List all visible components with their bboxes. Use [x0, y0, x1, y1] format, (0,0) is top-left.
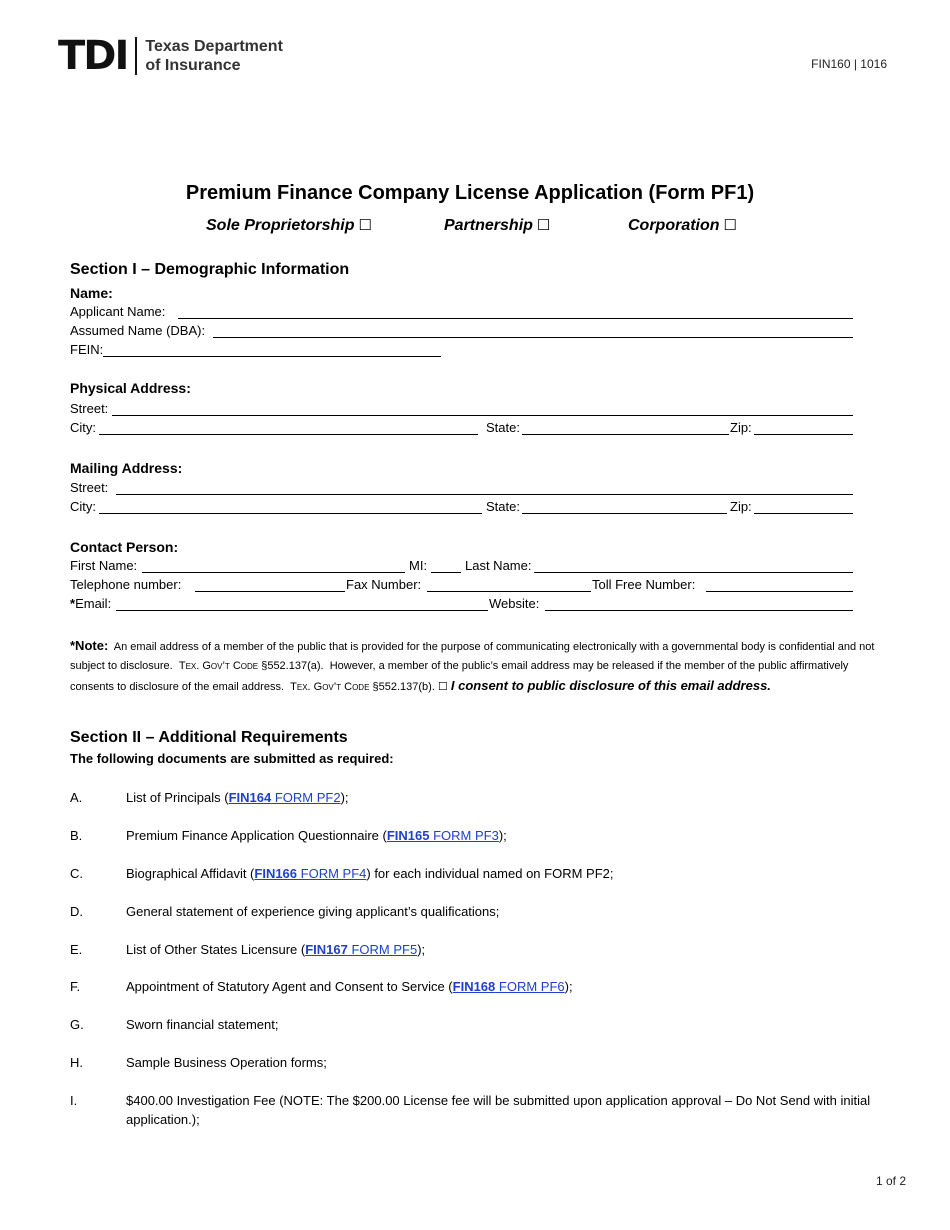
- mi-field[interactable]: [431, 572, 461, 573]
- fin164-form: FORM PF2: [271, 790, 341, 805]
- mailing-address-heading: Mailing Address:: [70, 460, 183, 476]
- logo-mark: TDI: [58, 33, 128, 79]
- item-d-letter: D.: [70, 904, 83, 919]
- partnership-option[interactable]: [444, 216, 550, 235]
- note-text-1: An email address of a member of the public that is provided for the purpose of communicating electronically with a governmental body is confidential and not subject to disclosure.: [70, 641, 875, 672]
- fin165-form-pf3-link[interactable]: [387, 828, 499, 843]
- website-field[interactable]: [545, 610, 853, 611]
- toll-free-field[interactable]: [706, 591, 853, 592]
- website-label: Website:: [489, 596, 540, 611]
- item-e-post: );: [417, 942, 426, 957]
- item-c-pre: Biographical Affidavit (: [126, 866, 255, 881]
- item-b-post: );: [498, 828, 507, 843]
- physical-state-field[interactable]: [522, 434, 729, 435]
- corporation-label: Corporation: [628, 217, 720, 234]
- mailing-street-label: Street:: [70, 480, 109, 495]
- sole-proprietorship-option[interactable]: [206, 216, 372, 235]
- physical-zip-field[interactable]: [754, 434, 853, 435]
- applicant-name-label: Applicant Name:: [70, 304, 166, 319]
- fin165-form: FORM PF3: [429, 828, 499, 843]
- physical-state-label: State:: [486, 420, 520, 435]
- contact-person-heading: Contact Person:: [70, 539, 179, 555]
- fin166-code: FIN166: [254, 866, 298, 881]
- first-name-field[interactable]: [142, 572, 405, 573]
- assumed-name-label: Assumed Name (DBA):: [70, 323, 206, 338]
- requirements-intro: The following documents are submitted as required:: [70, 751, 394, 766]
- fin168-form: FORM PF6: [495, 979, 565, 994]
- physical-city-field[interactable]: [99, 434, 478, 435]
- item-f-text: [126, 977, 886, 996]
- toll-free-label: Toll Free Number:: [592, 577, 696, 592]
- physical-street-label: Street:: [70, 401, 109, 416]
- note-section-1: §552.137(a).: [261, 660, 324, 672]
- item-g-letter: G.: [70, 1017, 84, 1032]
- item-c-letter: C.: [70, 866, 83, 881]
- item-c-post: ) for each individual named on FORM PF2;: [366, 866, 614, 881]
- item-d-text: General statement of experience giving applicant’s qualifications;: [126, 904, 500, 919]
- item-a-letter: A.: [70, 790, 83, 805]
- page-number: 1 of 2: [875, 1174, 906, 1188]
- partnership-checkbox[interactable]: ☐: [536, 217, 551, 234]
- email-disclosure-note: [70, 636, 890, 697]
- last-name-label: Last Name:: [465, 558, 532, 573]
- mailing-city-label: City:: [70, 499, 96, 514]
- fin164-code: FIN164: [228, 790, 272, 805]
- item-e-pre: List of Other States Licensure (: [126, 942, 306, 957]
- item-i-text: $400.00 Investigation Fee (NOTE: The $200.00 License fee will be submitted upon application approval – Do Not Send with initial application.);: [126, 1093, 871, 1127]
- email-label: [70, 596, 111, 612]
- note-label: *Note:: [70, 638, 109, 653]
- partnership-label: Partnership: [444, 217, 533, 234]
- telephone-field[interactable]: [195, 591, 345, 592]
- corporation-checkbox[interactable]: ☐: [723, 217, 737, 234]
- logo-line-1: Texas Department: [145, 38, 283, 55]
- item-c-text: [126, 864, 886, 883]
- name-heading: Name:: [70, 285, 113, 301]
- fin167-form: FORM PF5: [347, 942, 418, 957]
- note-citation-1: Tex. Gov’t Code: [178, 660, 259, 672]
- fin167-form-pf5-link[interactable]: [305, 942, 417, 957]
- fein-label: FEIN:: [70, 342, 104, 357]
- note-text-2: However, a member of the public’s email address may be released if the member of the public affirmatively consents to disclosure of the email address.: [70, 660, 849, 693]
- item-b-text: [126, 826, 886, 845]
- item-h-letter: H.: [70, 1055, 83, 1070]
- section-1-heading: Section I – Demographic Information: [70, 261, 350, 278]
- form-number: FIN160 | 1016: [811, 57, 887, 71]
- item-b-pre: Premium Finance Application Questionnaire (: [126, 828, 387, 843]
- item-e-text: [126, 940, 886, 959]
- tdi-logo: [58, 33, 283, 79]
- item-h-text: Sample Business Operation forms;: [126, 1055, 327, 1070]
- section-2-heading: Section II – Additional Requirements: [70, 729, 348, 746]
- fin165-code: FIN165: [386, 828, 430, 843]
- corporation-option[interactable]: [628, 216, 737, 235]
- fin168-form-pf6-link[interactable]: [453, 979, 565, 994]
- fax-field[interactable]: [427, 591, 591, 592]
- item-a-text: [126, 788, 886, 807]
- mailing-state-label: State:: [486, 499, 520, 514]
- item-b-letter: B.: [70, 828, 83, 843]
- email-label-text: Email:: [75, 596, 112, 611]
- physical-zip-label: Zip:: [730, 420, 752, 435]
- sole-proprietorship-label: Sole Proprietorship: [206, 217, 355, 234]
- item-f-letter: F.: [70, 979, 81, 994]
- mailing-street-field[interactable]: [116, 494, 853, 495]
- sole-proprietorship-checkbox[interactable]: ☐: [358, 217, 372, 234]
- mi-label: MI:: [409, 558, 428, 573]
- applicant-name-field[interactable]: [178, 318, 853, 319]
- physical-address-heading: Physical Address:: [70, 380, 191, 396]
- fax-label: Fax Number:: [346, 577, 422, 592]
- telephone-label: Telephone number:: [70, 577, 182, 592]
- note-section-2: §552.137(b).: [372, 681, 435, 693]
- item-f-post: );: [564, 979, 573, 994]
- assumed-name-field[interactable]: [213, 337, 853, 338]
- fin164-form-pf2-link[interactable]: [229, 790, 341, 805]
- consent-label: I consent to public disclosure of this email address.: [450, 678, 771, 693]
- fein-field[interactable]: [103, 356, 441, 357]
- form-title: Premium Finance Company License Application (Form PF1): [185, 182, 755, 204]
- mailing-zip-field[interactable]: [754, 513, 853, 514]
- last-name-field[interactable]: [534, 572, 853, 573]
- logo-divider: [135, 37, 137, 75]
- item-f-pre: Appointment of Statutory Agent and Consent to Service (: [126, 979, 453, 994]
- logo-line-2: of Insurance: [145, 57, 241, 74]
- mailing-state-field[interactable]: [522, 513, 727, 514]
- item-g-text: Sworn financial statement;: [126, 1017, 279, 1032]
- item-a-post: );: [340, 790, 349, 805]
- mailing-city-field[interactable]: [99, 513, 482, 514]
- consent-checkbox[interactable]: ☐: [437, 681, 448, 693]
- item-e-letter: E.: [70, 942, 83, 957]
- physical-city-label: City:: [70, 420, 96, 435]
- fin167-code: FIN167: [305, 942, 348, 957]
- first-name-label: First Name:: [70, 558, 138, 573]
- logo-text: [145, 37, 283, 75]
- fin166-form-pf4-link[interactable]: [254, 866, 366, 881]
- fin168-code: FIN168: [452, 979, 496, 994]
- item-i-letter: I.: [70, 1093, 78, 1108]
- fin166-form: FORM PF4: [297, 866, 367, 881]
- note-citation-2: Tex. Gov’t Code: [290, 681, 370, 693]
- email-field[interactable]: [116, 610, 488, 611]
- mailing-zip-label: Zip:: [730, 499, 752, 514]
- email-required-star: *: [70, 596, 76, 611]
- item-a-pre: List of Principals (: [126, 790, 229, 805]
- physical-street-field[interactable]: [112, 415, 853, 416]
